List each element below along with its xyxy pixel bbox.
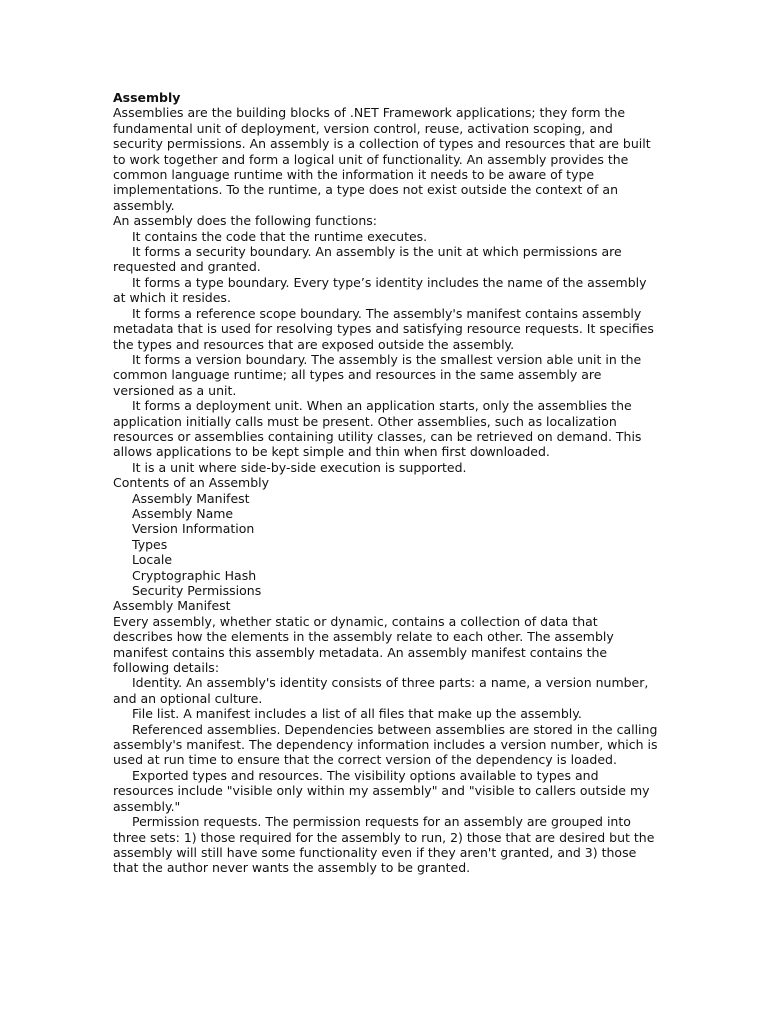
function-item: It forms a security boundary. An assembly is the unit at which permissions are requested and granted. [113,244,622,275]
manifest-detail: File list. A manifest includes a list of all files that make up the assembly. [132,706,582,722]
function-item: It forms a type boundary. Every type’s identity includes the name of the assembly at which it resides. [113,274,647,306]
contents-item: Locale [132,552,173,568]
contents-item: Assembly Manifest [132,490,250,506]
function-item: It is a unit where side-by-side execution is supported. [132,459,467,475]
document-page [113,90,658,876]
contents-heading: Contents of an Assembly [113,475,270,491]
intro-paragraph: Assemblies are the building blocks of .NET Framework applications; they form the fundamental unit of deployment, version control, reuse, activation scoping, and security permissions. An assembly is a collection of types and resources that are built to work together and form a logical unit of functionality. An assembly provides the common language runtime with the information it needs to be aware of type implementations. To the runtime, a type does not exist outside the context of an assembly. [113,105,651,213]
contents-item: Cryptographic Hash [132,567,257,583]
document-title: Assembly [113,90,181,105]
contents-item: Types [132,536,168,552]
manifest-intro: Every assembly, whether static or dynamic, contains a collection of data that describes how the elements in the assembly relate to each other. The assembly manifest contains this assembly metadata. An assembly manifest contains the following details: [113,613,614,676]
manifest-heading: Assembly Manifest [113,598,231,614]
function-item: It forms a deployment unit. When an application starts, only the assemblies the application initially calls must be present. Other assemblies, such as localization resources or assemblies containing utility classes, can be retrieved on demand. This allows applications to be kept simple and thin when first downloaded. [113,398,642,460]
contents-item: Assembly Name [132,505,234,521]
function-item: It forms a version boundary. The assembly is the smallest version able unit in the common language runtime; all types and resources in the same assembly are versioned as a unit. [113,351,642,398]
contents-item: Security Permissions [132,583,262,598]
function-item: It contains the code that the runtime executes. [132,228,428,244]
manifest-detail: Referenced assemblies. Dependencies between assemblies are stored in the calling assembly's manifest. The dependency information includes a version number, which is used at run time to ensure that the correct version of the dependency is loaded. [113,721,658,768]
function-item: It forms a reference scope boundary. The assembly's manifest contains assembly metadata that is used for resolving types and satisfying resource requests. It specifies the types and resources that are exposed outside the assembly. [113,305,654,352]
contents-item: Version Information [132,521,255,537]
manifest-detail: Exported types and resources. The visibility options available to types and resources include "visible only within my assembly" and "visible to callers outside my assembly." [113,767,650,814]
functions-heading: An assembly does the following functions: [113,213,377,229]
manifest-detail: Permission requests. The permission requests for an assembly are grouped into three sets: 1) those required for the assembly to run, 2) those that are desired but the assembly will still have some functionality even if they aren't granted, and 3) those that the author never wants the assembly to be granted. [113,814,655,876]
manifest-detail: Identity. An assembly's identity consists of three parts: a name, a version number, and an optional culture. [113,675,649,706]
